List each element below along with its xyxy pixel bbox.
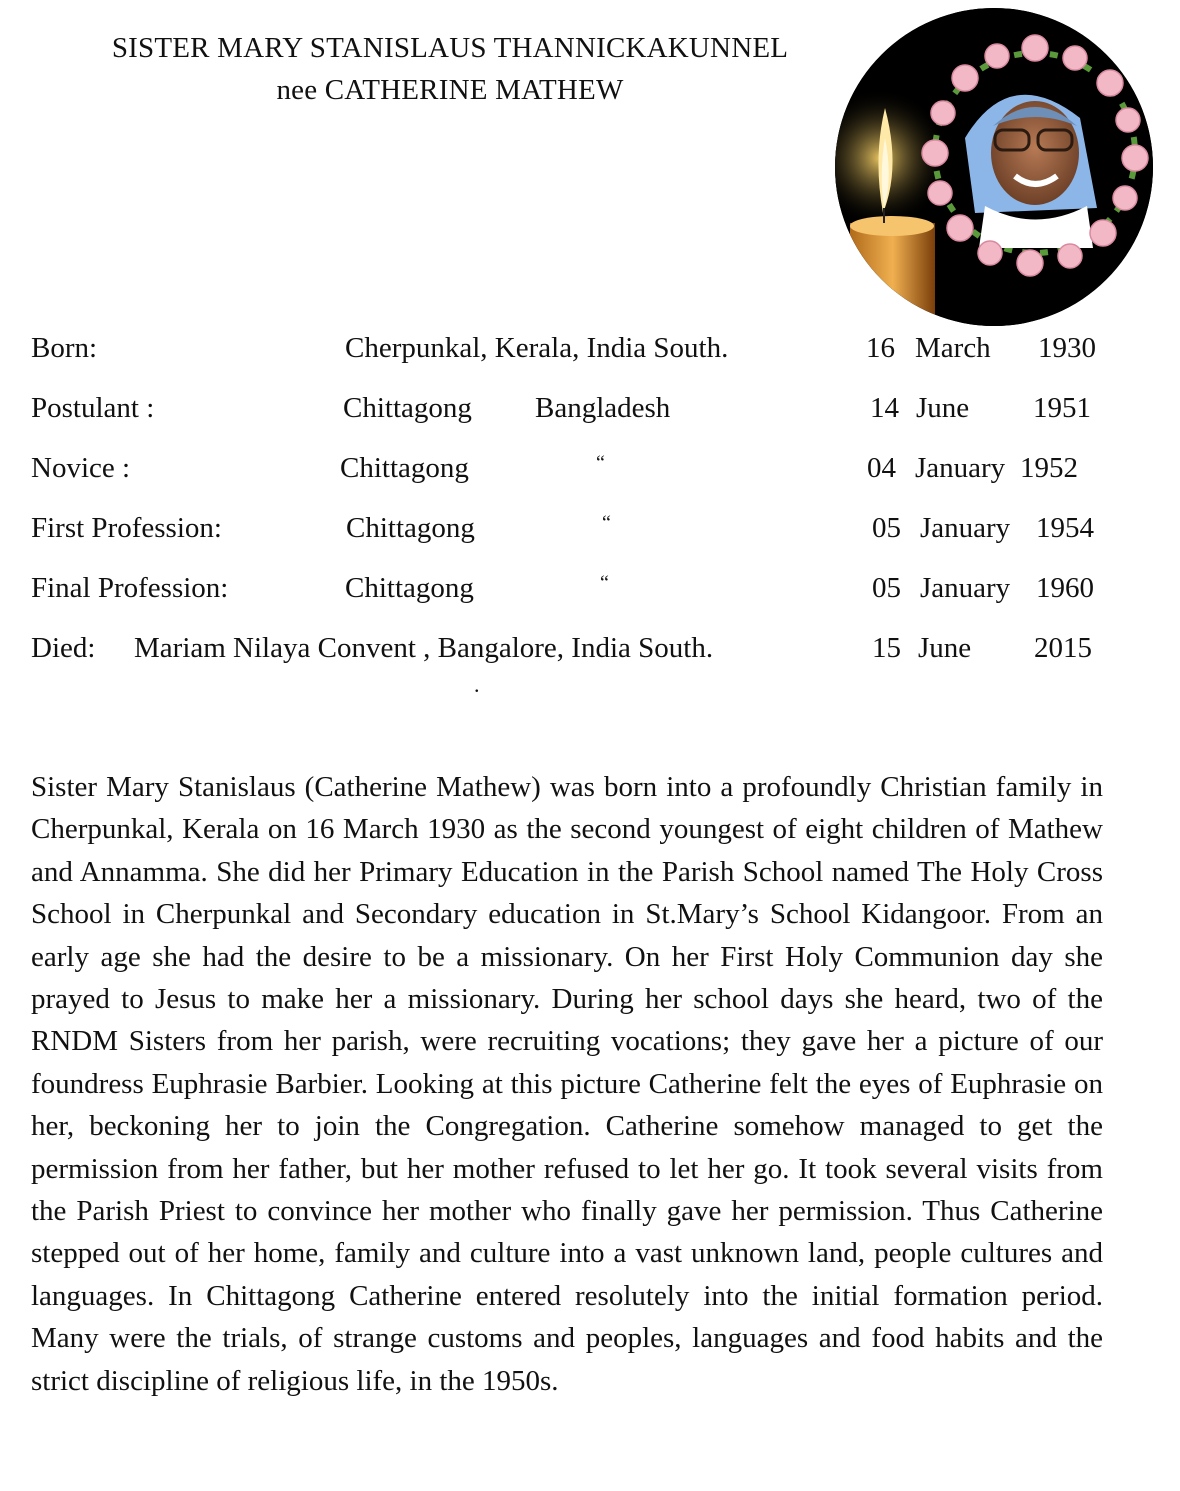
memorial-portrait-icon	[835, 8, 1153, 326]
page-title: SISTER MARY STANISLAUS THANNICKAKUNNEL	[111, 32, 789, 64]
record-year: 1954	[1036, 512, 1094, 544]
record-label: Born:	[31, 332, 98, 364]
record-month: June	[916, 392, 970, 424]
record-month: January	[915, 452, 1006, 484]
record-first-profession	[0, 512, 1180, 552]
record-day: 15	[872, 632, 901, 664]
record-final-profession	[0, 572, 1180, 612]
record-label: First Profession:	[31, 512, 222, 544]
record-place: Chittagong	[340, 452, 469, 484]
record-year: 1960	[1036, 572, 1094, 604]
record-label: Novice :	[31, 452, 131, 484]
record-day: 14	[870, 392, 899, 424]
record-place: Chittagong	[345, 572, 474, 604]
record-country: Bangladesh	[535, 392, 671, 424]
record-born	[0, 332, 1180, 372]
record-month: March	[915, 332, 991, 364]
record-label: Died:	[31, 632, 96, 664]
record-postulant	[0, 392, 1180, 432]
record-day: 04	[867, 452, 896, 484]
record-year: 2015	[1034, 632, 1092, 664]
record-day: 16	[866, 332, 895, 364]
record-place: Chittagong	[343, 392, 472, 424]
biography-paragraph: Sister Mary Stanislaus (Catherine Mathew) was born into a profoundly Christian family in Cherpunkal, Kerala on 16 March 1930 as the second youngest of eight children of Mathew and Annamma. She did her Primary Education in the Parish School named The Holy Cross School in Cherpunkal and Secondary education in St.Mary’s School Kidangoor. From an early age she had the desire to be a missionary. On her First Holy Communion day she prayed to Jesus to make her a missionary. During her school days she heard, two of the RNDM Sisters from her parish, were recruiting vocations; they gave her a picture of our foundress Euphrasie Barbier. Looking at this picture Catherine felt the eyes of Euphrasie on her, beckoning her to join the Congregation. Catherine somehow managed to get the permission from her father, but her mother refused to let her go. It took several visits from the Parish Priest to convince her mother who finally gave her permission. Thus Catherine stepped out of her home, family and culture into a vast unknown land, people cultures and languages. In Chittagong Catherine entered resolutely into the initial formation period. Many were the trials, of strange customs and peoples, languages and food habits and the strict discipline of religious life, in the 1950s.	[31, 771, 1103, 1397]
record-month: June	[918, 632, 972, 664]
portrait-drawing	[835, 8, 1153, 326]
record-label: Postulant :	[31, 392, 155, 424]
record-died	[0, 632, 1180, 672]
record-month: January	[920, 512, 1011, 544]
separator-dot: .	[474, 672, 480, 697]
record-ditto: “	[602, 512, 611, 534]
record-novice	[0, 452, 1180, 492]
record-month: January	[920, 572, 1011, 604]
page-subtitle: nee CATHERINE MATHEW	[276, 74, 624, 106]
record-year: 1952	[1020, 452, 1078, 484]
record-place: Mariam Nilaya Convent , Bangalore, India South.	[134, 632, 714, 664]
record-ditto: “	[596, 452, 605, 474]
record-year: 1930	[1038, 332, 1096, 364]
record-day: 05	[872, 572, 901, 604]
record-year: 1951	[1033, 392, 1091, 424]
record-ditto: “	[600, 572, 609, 594]
record-place: Cherpunkal, Kerala, India South.	[345, 332, 729, 364]
record-place: Chittagong	[346, 512, 475, 544]
record-label: Final Profession:	[31, 572, 229, 604]
record-day: 05	[872, 512, 901, 544]
